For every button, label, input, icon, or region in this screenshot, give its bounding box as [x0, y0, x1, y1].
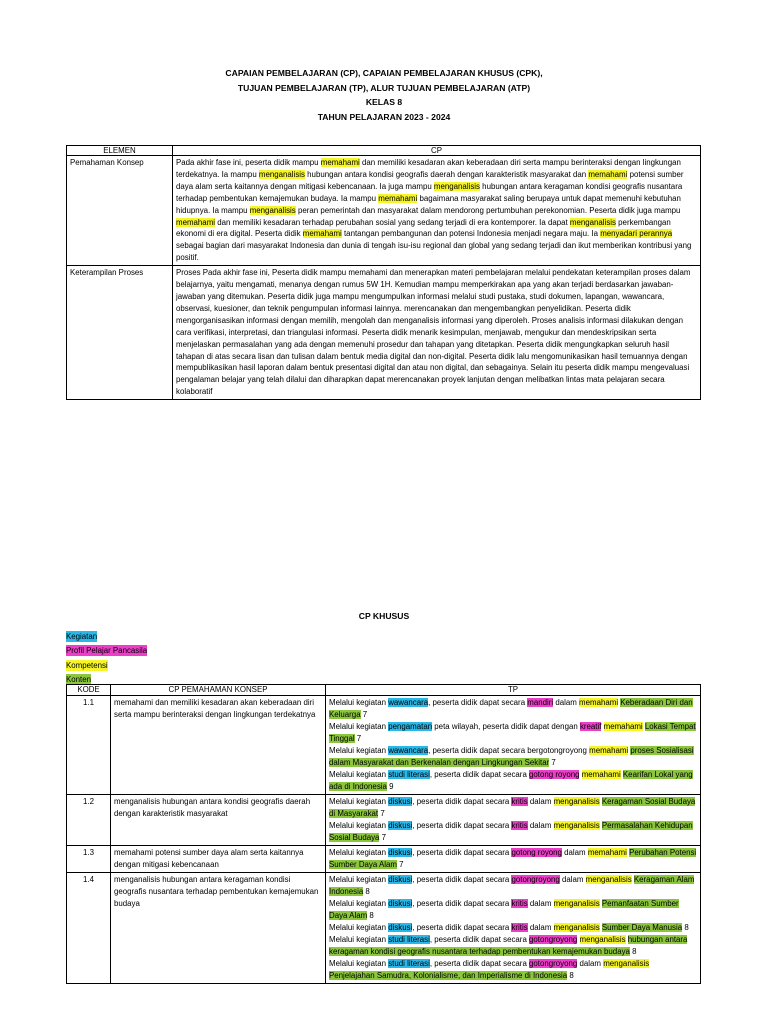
profil-highlight: gotongroyong — [529, 935, 578, 944]
text-run: 7 — [378, 809, 385, 818]
cp-table — [66, 145, 701, 400]
text-run: Melalui kegiatan — [329, 698, 389, 707]
kegiatan-highlight: diskusi — [388, 923, 413, 932]
highlighted-term: menganalisis — [569, 217, 616, 227]
text-run: 7 — [549, 758, 556, 767]
tp-item — [329, 922, 697, 934]
tp-item — [329, 847, 697, 871]
text-run: dan memiliki kesadaran akan keberadaan diri serta mampu berinteraksi dengan lingkungan terdekatnya. Ia mampu — [176, 158, 681, 179]
tp-cell — [326, 846, 701, 873]
text-run: Melalui kegiatan — [329, 923, 389, 932]
column-header-cp: CP — [173, 146, 701, 156]
konten-highlight: hubungan antara keragaman kondisi geografis nusantara terhadap pembentukan kemajemukan budaya — [329, 935, 688, 956]
highlighted-term: menganalisis — [258, 169, 305, 179]
kompetensi-highlight: menganalisis — [585, 875, 632, 884]
text-run: , peserta didik dapat secara — [412, 899, 512, 908]
text-run: , peserta didik dapat secara — [412, 821, 512, 830]
kegiatan-highlight: diskusi — [388, 797, 413, 806]
legend-konten: Konten — [66, 674, 92, 684]
tp-item — [329, 820, 697, 844]
table-row — [67, 696, 701, 795]
elemen-cell: Pemahaman Konsep — [67, 156, 173, 266]
kode-cell: 1.1 — [67, 696, 111, 795]
cp-cell — [173, 266, 701, 400]
highlighted-term: menganalisis — [433, 181, 480, 191]
text-run: bagaimana masyarakat saling berupaya untuk dapat memenuhi kebutuhan hidupnya. Ia mampu — [176, 193, 681, 215]
text-run: 7 — [379, 833, 387, 842]
konten-highlight: Keragaman Alam Indonesia — [329, 875, 695, 896]
text-run: , peserta didik dapat secara — [429, 770, 530, 779]
elemen-cell: Keterampilan Proses — [67, 266, 173, 400]
legend-kegiatan: Kegiatan — [66, 632, 98, 641]
text-run: dalam — [527, 899, 554, 908]
section-title: CP KHUSUS — [358, 611, 410, 621]
cp-cell: memahami potensi sumber daya alam serta kaitannya dengan mitigasi kebencanaan — [111, 846, 326, 873]
text-run: 8 — [682, 923, 689, 932]
text-run: , peserta didik dapat secara — [429, 935, 530, 944]
cp-cell: memahami dan memiliki kesadaran akan keberadaan diri serta mampu berinteraksi dengan lingkungan terdekatnya — [111, 696, 326, 795]
cp-cell: menganalisis hubungan antara keragaman kondisi geografis nusantara terhadap pembentukan kemajemukan budaya — [111, 873, 326, 984]
text-run: , peserta didik dapat secara — [412, 875, 512, 884]
tp-cell — [326, 696, 701, 795]
kegiatan-highlight: diskusi — [388, 875, 413, 884]
highlighted-term: memahami — [320, 158, 360, 167]
kompetensi-highlight: memahami — [587, 848, 627, 857]
tp-item — [329, 796, 697, 820]
konten-highlight: Lokasi Tempat Tinggal — [329, 722, 696, 743]
text-run: hubungan antara kondisi geografis daerah dengan karakteristik masyarakat dan — [304, 169, 589, 179]
kompetensi-highlight: menganalisis — [579, 935, 626, 944]
text-run: dalam — [559, 875, 586, 884]
text-run: 7 — [396, 860, 404, 869]
table-row — [67, 846, 701, 873]
kegiatan-highlight: wawancara — [388, 698, 429, 707]
table-row — [67, 795, 701, 846]
kode-cell: 1.2 — [67, 795, 111, 846]
column-header-tp: TP — [326, 685, 701, 696]
konten-highlight: Keragaman Sosial Budaya di Masyarakat — [329, 797, 696, 818]
kompetensi-highlight: menganalisis — [553, 923, 600, 932]
profil-highlight: gotong royong — [511, 848, 562, 857]
text-run: Melalui kegiatan — [329, 797, 389, 806]
text-run: Melalui kegiatan — [329, 722, 389, 731]
text-run: dalam — [577, 959, 604, 968]
text-run: Proses Pada akhir fase ini, Peserta didik mampu memahami dan menerapkan materi pembelajaran melalui pendekatan keterampilan proses dalam belajarnya, yaitu mengamati, menanya dengan rumus 5W 1H. Kemudian mampu memperkirakan apa yang akan terjadi berdasarkan jawaban-jawaban yang ditemukan. Peserta didik juga mampu mengumpulkan informasi melalui studi pustaka, studi dokumen, lapangan, wawancara, observasi, kuesioner, dan teknik pengumpulan informasi lainnya. merencanakan dan mengembangkan penyelidikan. Peserta didik mengorganisasikan informasi dengan memilih, mengolah dan menganalisis informasi yang diperoleh. Proses analisis informasi dilakukan dengan cara verifikasi, interpretasi, dan triangulasi informasi. Peserta didik menarik kesimpulan, menjawab, mengukur dan mendeskripsikan serta menjelaskan permasalahan yang ada dengan memenuhi prosedur dan tahapan yang ditetapkan. Peserta didik mengungkapkan seluruh hasil tahapan di atas secara lisan dan tulisan dalam bentuk media digital dan non-digital. Peserta didik lalu mengomunikasikan hasil temuannya dengan mempublikasikan hasil laporan dalam bentuk presentasi digital dan atau non digital, dan sebagainya. Selain itu peserta didik mampu mengevaluasi pengalaman belajar yang telah dilalui dan diharapkan dapat merencanakan proyek lanjutan dengan melibatkan lintas mata pelajaran secara kolaboratif — [176, 268, 691, 397]
legend-profil: Profil Pelajar Pancasila — [66, 646, 148, 656]
kompetensi-highlight: menganalisis — [603, 959, 650, 968]
text-run: , peserta didik dapat secara — [412, 923, 512, 932]
text-run: Melalui kegiatan — [329, 959, 389, 968]
profil-highlight: kritis — [511, 797, 528, 806]
kompetensi-highlight: memahami — [581, 770, 621, 779]
text-run: 8 — [367, 911, 374, 920]
profil-highlight: kritis — [511, 923, 528, 932]
text-run: 8 — [629, 947, 637, 956]
text-run: Melalui kegiatan — [329, 770, 389, 779]
header-line-1: CAPAIAN PEMBELAJARAN (CP), CAPAIAN PEMBELAJARAN KHUSUS (CPK), — [225, 68, 543, 78]
profil-highlight: gotong royong — [529, 770, 580, 779]
kompetensi-highlight: memahami — [589, 746, 629, 755]
highlighted-term: memahami — [588, 169, 628, 179]
profil-highlight: kritis — [511, 899, 528, 908]
text-run: dan memiliki kesadaran terhadap perubahan sosial yang sedang terjadi di era kontemporer. Ia dapat — [215, 217, 570, 227]
tp-item — [329, 874, 697, 898]
text-run: , peserta didik dapat secara — [412, 797, 512, 806]
table-row — [67, 873, 701, 984]
tp-item — [329, 769, 697, 793]
tp-item — [329, 898, 697, 922]
kompetensi-highlight: memahami — [579, 698, 619, 707]
header-line-4: TAHUN PELAJARAN 2023 - 2024 — [317, 111, 451, 122]
profil-highlight: kritis — [511, 821, 528, 830]
kegiatan-highlight: studi literasi — [388, 935, 430, 944]
text-run: 8 — [363, 887, 370, 896]
text-run: Melalui kegiatan — [329, 821, 389, 830]
konten-highlight: proses Sosialisasi dalam Masyarakat dan Berkenalan dengan Lingkungan Sekitar — [329, 746, 694, 767]
konten-highlight: Penjelajahan Samudra, Kolonialisme, dan Imperialisme di Indonesia — [329, 971, 568, 980]
text-run: , peserta didik dapat secara bergotongroyong — [428, 746, 590, 755]
kegiatan-highlight: studi literasi — [388, 959, 430, 968]
text-run: peran pemerintah dan masyarakat dalam mendorong pertumbuhan perekonomian. Peserta didik juga mampu — [295, 205, 681, 215]
konten-highlight: Kearifan Lokal yang ada di Indonesia — [329, 770, 693, 791]
text-run: 7 — [354, 734, 362, 743]
konten-highlight: Sumber Daya Manusia — [601, 923, 683, 932]
kegiatan-highlight: diskusi — [388, 899, 413, 908]
text-run: Pada akhir fase ini, peserta didik mampu — [176, 158, 321, 167]
text-run: 9 — [386, 782, 394, 791]
cp-cell: menganalisis hubungan antara kondisi geografis daerah dengan karakteristik masyarakat — [111, 795, 326, 846]
konten-highlight: Permasalahan Kehidupan Sosial Budaya — [329, 821, 693, 842]
text-run: 8 — [567, 971, 574, 980]
text-run: hubungan antara keragaman kondisi geografis nusantara terhadap pembentukan kemajemukan budaya. Ia mampu — [176, 181, 683, 203]
highlight-legend — [66, 630, 186, 687]
kegiatan-highlight: pengamatan — [388, 722, 433, 731]
highlighted-term: memahami — [302, 229, 342, 239]
konten-highlight: Keberadaan Diri dan Keluarga — [329, 698, 693, 719]
cp-khusus-table — [66, 684, 701, 984]
text-run: tantangan pembangunan dan potensi Indonesia menjadi negara maju. Ia — [341, 229, 601, 239]
tp-item — [329, 958, 697, 982]
kegiatan-highlight: studi literasi — [388, 770, 430, 779]
profil-highlight: gotongroyong — [511, 875, 560, 884]
tp-cell — [326, 795, 701, 846]
text-run: potensi sumber daya alam serta kaitannya dengan mitigasi kebencanaan. Ia juga mampu — [176, 169, 684, 191]
text-run: dalam — [527, 821, 554, 830]
header-line-3: KELAS 8 — [365, 97, 403, 108]
text-run: dalam — [527, 797, 554, 806]
text-run: Melalui kegiatan — [329, 875, 389, 884]
tp-item — [329, 721, 697, 745]
text-run: , peserta didik dapat secara — [428, 698, 528, 707]
text-run: Melalui kegiatan — [329, 899, 389, 908]
profil-highlight: gotongroyong — [529, 959, 578, 968]
document-header — [0, 66, 768, 124]
text-run: Melalui kegiatan — [329, 746, 389, 755]
tp-item — [329, 697, 697, 721]
kegiatan-highlight: wawancara — [388, 746, 429, 755]
highlighted-term: menyadari perannya — [600, 229, 673, 239]
highlighted-term: memahami — [378, 193, 418, 203]
tp-cell — [326, 873, 701, 984]
column-header-cp-pemahaman: CP PEMAHAMAN KONSEP — [111, 685, 326, 696]
kompetensi-highlight: menganalisis — [553, 899, 600, 908]
highlighted-term: memahami — [176, 217, 216, 227]
column-header-elemen: ELEMEN — [67, 146, 173, 156]
header-line-2: TUJUAN PEMBELAJARAN (TP), ALUR TUJUAN PEMBELAJARAN (ATP) — [237, 82, 531, 93]
kode-cell: 1.4 — [67, 873, 111, 984]
text-run: peta wilayah, peserta didik dapat dengan — [432, 722, 580, 731]
kegiatan-highlight: diskusi — [388, 848, 413, 857]
konten-highlight: Pemanfaatan Sumber Daya Alam — [329, 899, 679, 920]
text-run: , peserta didik dapat secara — [412, 848, 512, 857]
text-run: dalam — [553, 698, 580, 707]
text-run: Melalui kegiatan — [329, 848, 389, 857]
table-row — [67, 266, 701, 400]
highlighted-term: menganalisis — [249, 205, 296, 215]
text-run: 7 — [360, 710, 368, 719]
kompetensi-highlight: menganalisis — [553, 821, 600, 830]
kode-cell: 1.3 — [67, 846, 111, 873]
kompetensi-highlight: memahami — [603, 722, 643, 731]
text-run: , peserta didik dapat secara — [429, 959, 530, 968]
text-run: sebagai bagian dari masyarakat Indonesia dan dunia di tengah isu-isu regional dan global yang sedang terjadi dan ikut memberikan kontribusi yang positif. — [176, 241, 692, 263]
profil-highlight: mandiri — [527, 698, 554, 707]
table-row — [67, 156, 701, 266]
tp-item — [329, 934, 697, 958]
text-run: dalam — [561, 848, 588, 857]
text-run: Melalui kegiatan — [329, 935, 389, 944]
text-run: perkembangan ekonomi di era digital. Peserta didik — [176, 217, 671, 239]
konten-highlight: Perubahan Potensi Sumber Daya Alam — [329, 848, 697, 869]
column-header-kode: KODE — [67, 685, 111, 696]
kegiatan-highlight: diskusi — [388, 821, 413, 830]
profil-highlight: kreatif — [579, 722, 602, 731]
cp-cell — [173, 156, 701, 266]
kompetensi-highlight: menganalisis — [553, 797, 600, 806]
tp-item — [329, 745, 697, 769]
text-run: dalam — [527, 923, 554, 932]
legend-kompetensi: Kompetensi — [66, 660, 108, 670]
